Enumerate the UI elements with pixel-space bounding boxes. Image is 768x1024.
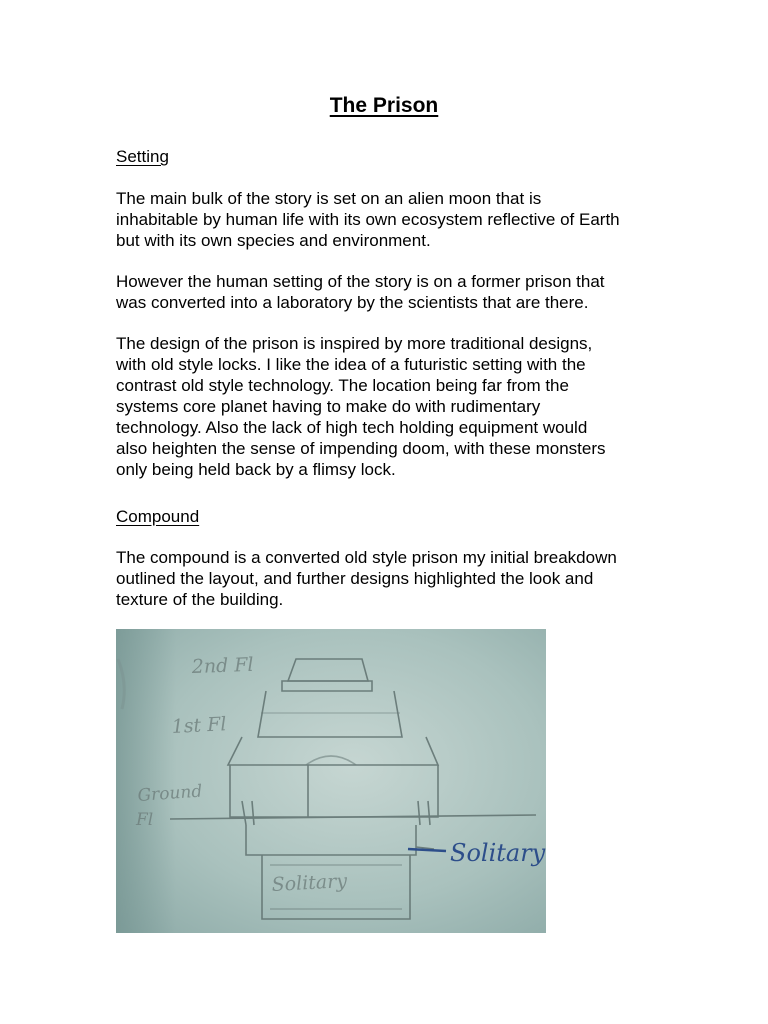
text-line: The main bulk of the story is set on an alien moon that is: [116, 189, 542, 208]
paragraph: [116, 333, 656, 480]
text-line: texture of the building.: [116, 590, 284, 609]
label-1st-floor: 1st Fl: [171, 713, 227, 738]
text-line: only being held back by a flimsy lock.: [116, 460, 396, 479]
text-line: was converted into a laboratory by the scientists that are there.: [116, 293, 589, 312]
section-heading-compound: Compound: [116, 507, 200, 526]
text-line: The design of the prison is inspired by more traditional designs,: [116, 334, 593, 353]
label-solitary-box: Solitary: [271, 870, 348, 896]
prison-sketch-photo: [116, 629, 546, 933]
text-line: However the human setting of the story is on a former prison that: [116, 272, 605, 291]
label-ground: Ground: [136, 781, 203, 806]
section-heading-setting: Setting: [116, 147, 169, 166]
text-line: with old style locks. I like the idea of a futuristic setting with the: [116, 355, 586, 374]
text-line: outlined the layout, and further designs highlighted the look and: [116, 569, 594, 588]
page-title: The Prison: [329, 94, 439, 117]
text-line: technology. Also the lack of high tech holding equipment would: [116, 418, 588, 437]
label-2nd-floor: 2nd Fl: [191, 653, 254, 678]
text-line: systems core planet having to make do with rudimentary: [116, 397, 541, 416]
label-solitary-arrow: Solitary: [450, 839, 546, 867]
label-ground-fl: Fl: [136, 810, 154, 830]
text-line: contrast old style technology. The location being far from the: [116, 376, 569, 395]
text-line: also heighten the sense of impending doom, with these monsters: [116, 439, 606, 458]
text-line: but with its own species and environment.: [116, 231, 431, 250]
paragraph: [116, 271, 656, 313]
text-line: The compound is a converted old style prison my initial breakdown: [116, 548, 617, 567]
paragraph: [116, 188, 656, 251]
paragraph: [116, 547, 656, 610]
text-line: inhabitable by human life with its own ecosystem reflective of Earth: [116, 210, 620, 229]
